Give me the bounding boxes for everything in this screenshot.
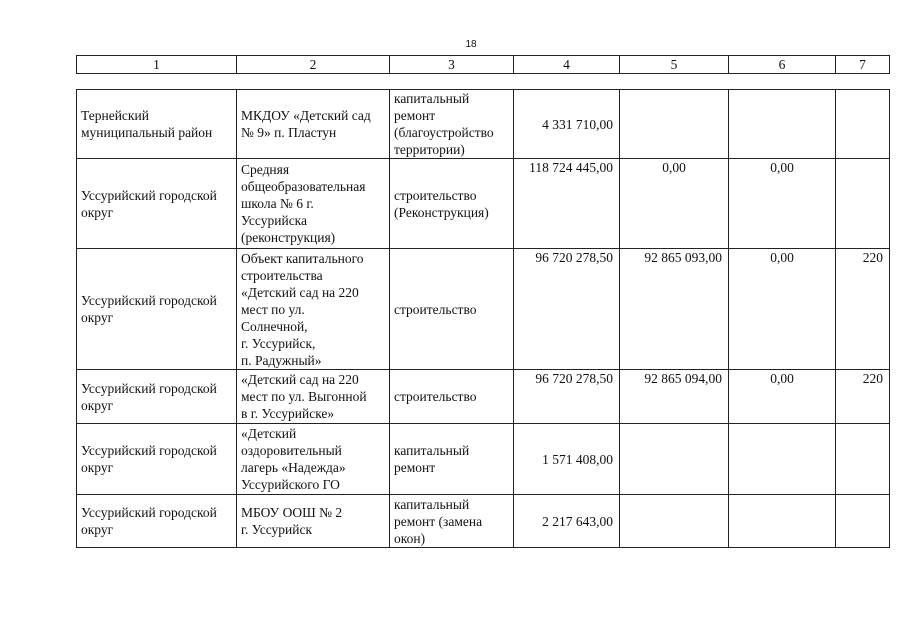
district-cell: Уссурийский городской округ <box>77 370 237 424</box>
amount-cell: 4 331 710,00 <box>514 90 620 159</box>
column-number: 2 <box>237 56 390 74</box>
data-table <box>76 89 890 548</box>
object-cell: МКДОУ «Детский сад № 9» п. Пластун <box>237 90 390 159</box>
col7-cell <box>836 424 890 495</box>
col5-cell: 92 865 094,00 <box>620 370 729 424</box>
col6-cell: 0,00 <box>729 370 836 424</box>
table-row <box>77 159 890 249</box>
col5-cell <box>620 90 729 159</box>
object-cell: Средняя общеобразовательная школа № 6 г. Уссурийска (реконструкция) <box>237 159 390 249</box>
object-cell: «Детский оздоровительный лагерь «Надежда» Уссурийского ГО <box>237 424 390 495</box>
col7-cell <box>836 495 890 548</box>
work-type-cell: строительство <box>390 370 514 424</box>
column-number-header <box>76 55 890 74</box>
work-type-cell: капитальный ремонт (замена окон) <box>390 495 514 548</box>
object-cell: МБОУ ООШ № 2 г. Уссурийск <box>237 495 390 548</box>
col5-cell: 0,00 <box>620 159 729 249</box>
header-row <box>77 56 890 74</box>
col5-cell: 92 865 093,00 <box>620 249 729 370</box>
table-row <box>77 90 890 159</box>
col6-cell: 0,00 <box>729 159 836 249</box>
col7-cell <box>836 90 890 159</box>
amount-cell: 118 724 445,00 <box>514 159 620 249</box>
amount-cell: 2 217 643,00 <box>514 495 620 548</box>
object-cell: «Детский сад на 220 мест по ул. Выгонной в г. Уссурийске» <box>237 370 390 424</box>
work-type-cell: строительство <box>390 249 514 370</box>
page-number: 18 <box>465 39 477 50</box>
col7-cell: 220 <box>836 370 890 424</box>
col5-cell <box>620 424 729 495</box>
work-type-cell: капитальный ремонт (благоустройство территории) <box>390 90 514 159</box>
work-type-cell: строительство (Реконструкция) <box>390 159 514 249</box>
col7-cell: 220 <box>836 249 890 370</box>
column-number: 5 <box>620 56 729 74</box>
amount-cell: 1 571 408,00 <box>514 424 620 495</box>
district-cell: Уссурийский городской округ <box>77 495 237 548</box>
table-row <box>77 249 890 370</box>
column-number: 3 <box>390 56 514 74</box>
col7-cell <box>836 159 890 249</box>
table-row <box>77 495 890 548</box>
amount-cell: 96 720 278,50 <box>514 370 620 424</box>
column-number: 6 <box>729 56 836 74</box>
district-cell: Уссурийский городской округ <box>77 249 237 370</box>
district-cell: Тернейский муниципальный район <box>77 90 237 159</box>
column-number: 4 <box>514 56 620 74</box>
col6-cell <box>729 90 836 159</box>
table-row <box>77 424 890 495</box>
col6-cell: 0,00 <box>729 249 836 370</box>
district-cell: Уссурийский городской округ <box>77 424 237 495</box>
table-row <box>77 370 890 424</box>
column-number: 7 <box>836 56 890 74</box>
work-type-cell: капитальный ремонт <box>390 424 514 495</box>
amount-cell: 96 720 278,50 <box>514 249 620 370</box>
col6-cell <box>729 495 836 548</box>
col5-cell <box>620 495 729 548</box>
district-cell: Уссурийский городской округ <box>77 159 237 249</box>
column-number: 1 <box>77 56 237 74</box>
object-cell: Объект капитального строительства «Детский сад на 220 мест по ул. Солнечной, г. Уссурийск, п. Радужный» <box>237 249 390 370</box>
col6-cell <box>729 424 836 495</box>
